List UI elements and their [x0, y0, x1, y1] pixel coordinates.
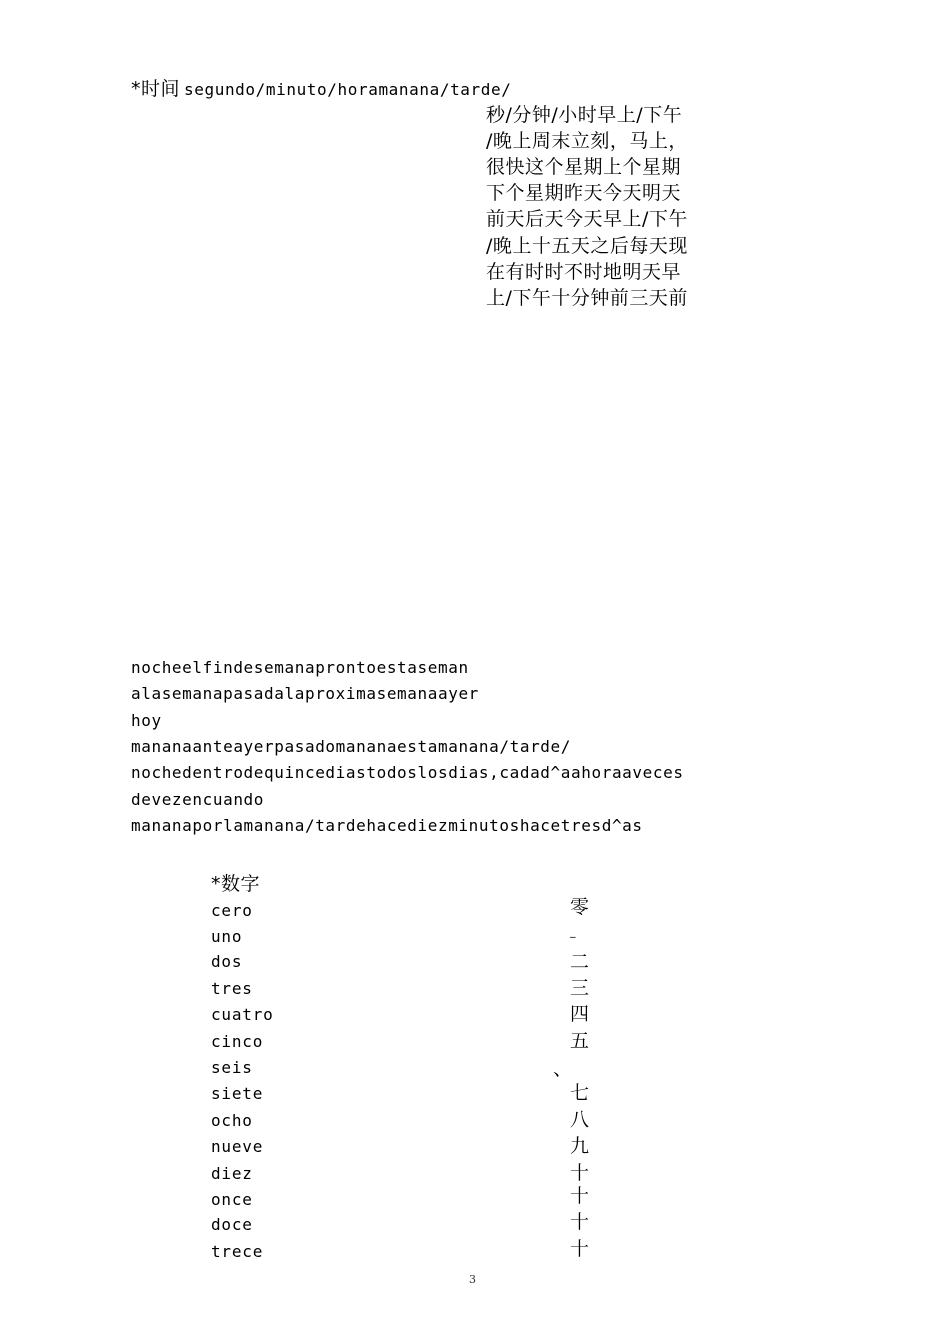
number-chinese-char: 四	[570, 1003, 590, 1025]
number-spanish-word: doce	[211, 1215, 253, 1234]
number-chinese-char: _	[570, 925, 576, 938]
number-chinese-char: 零	[570, 896, 590, 918]
number-chinese-char: 十	[570, 1162, 590, 1184]
time-chinese-line: /晚上十五天之后每天现	[486, 235, 688, 257]
number-spanish-word: ocho	[211, 1111, 253, 1130]
time-section-header	[131, 79, 511, 100]
time-chinese-line: 上/下午十分钟前三天前	[486, 287, 688, 309]
number-chinese-char: 九	[570, 1135, 590, 1157]
number-spanish-word: once	[211, 1190, 253, 1209]
number-chinese-char: 七	[570, 1082, 590, 1104]
number-chinese-char: 十	[570, 1211, 590, 1233]
number-spanish-word: cero	[211, 901, 253, 920]
time-chinese-line: /晚上周末立刻，马上，	[486, 130, 688, 152]
number-chinese-char: 三	[570, 977, 590, 999]
time-spanish-line: hoy	[131, 711, 162, 730]
time-spanish-line: nochedentrodequincediastodoslosdias,cadad^aahoraaveces	[131, 763, 684, 782]
time-chinese-line: 下个星期昨天今天明天	[486, 182, 682, 204]
number-spanish-word: seis	[211, 1058, 253, 1077]
time-spanish-line: nocheelfindesemanaprontoestaseman	[131, 658, 469, 677]
number-chinese-char: 五	[570, 1030, 590, 1052]
number-spanish-word: siete	[211, 1084, 264, 1103]
number-chinese-char: 二	[570, 951, 590, 973]
number-spanish-word: trece	[211, 1242, 264, 1261]
time-spanish-line: devezencuando	[131, 790, 265, 809]
number-spanish-word: dos	[211, 952, 243, 971]
number-spanish-word: uno	[211, 927, 243, 946]
number-chinese-char: 十	[570, 1238, 590, 1260]
number-spanish-word: cinco	[211, 1032, 264, 1051]
time-header-spanish: segundo/minuto/horamanana/tarde/	[184, 80, 512, 99]
page-number: 3	[469, 1273, 476, 1286]
numbers-section-header: *数字	[211, 873, 261, 895]
time-chinese-line: 前天后天今天早上/下午	[486, 208, 688, 230]
time-spanish-line: mananaanteayerpasadomananaestamanana/tarde/	[131, 737, 572, 756]
time-spanish-line: alasemanapasadalaproximasemanaayer	[131, 684, 479, 703]
time-chinese-line: 秒/分钟/小时早上/下午	[486, 104, 683, 126]
number-spanish-word: tres	[211, 979, 253, 998]
number-chinese-char: 八	[570, 1109, 590, 1131]
number-spanish-word: diez	[211, 1164, 253, 1183]
number-chinese-char: 十	[570, 1185, 590, 1207]
number-chinese-char: 、	[553, 1058, 573, 1080]
time-chinese-line: 在有时时不时地明天早	[486, 261, 682, 283]
time-header-marker: *时间	[131, 78, 181, 100]
time-chinese-line: 很快这个星期上个星期	[486, 156, 682, 178]
time-spanish-line: mananaporlamanana/tardehacediezminutoshacetresd^as	[131, 816, 643, 835]
number-spanish-word: cuatro	[211, 1005, 274, 1024]
number-spanish-word: nueve	[211, 1137, 264, 1156]
